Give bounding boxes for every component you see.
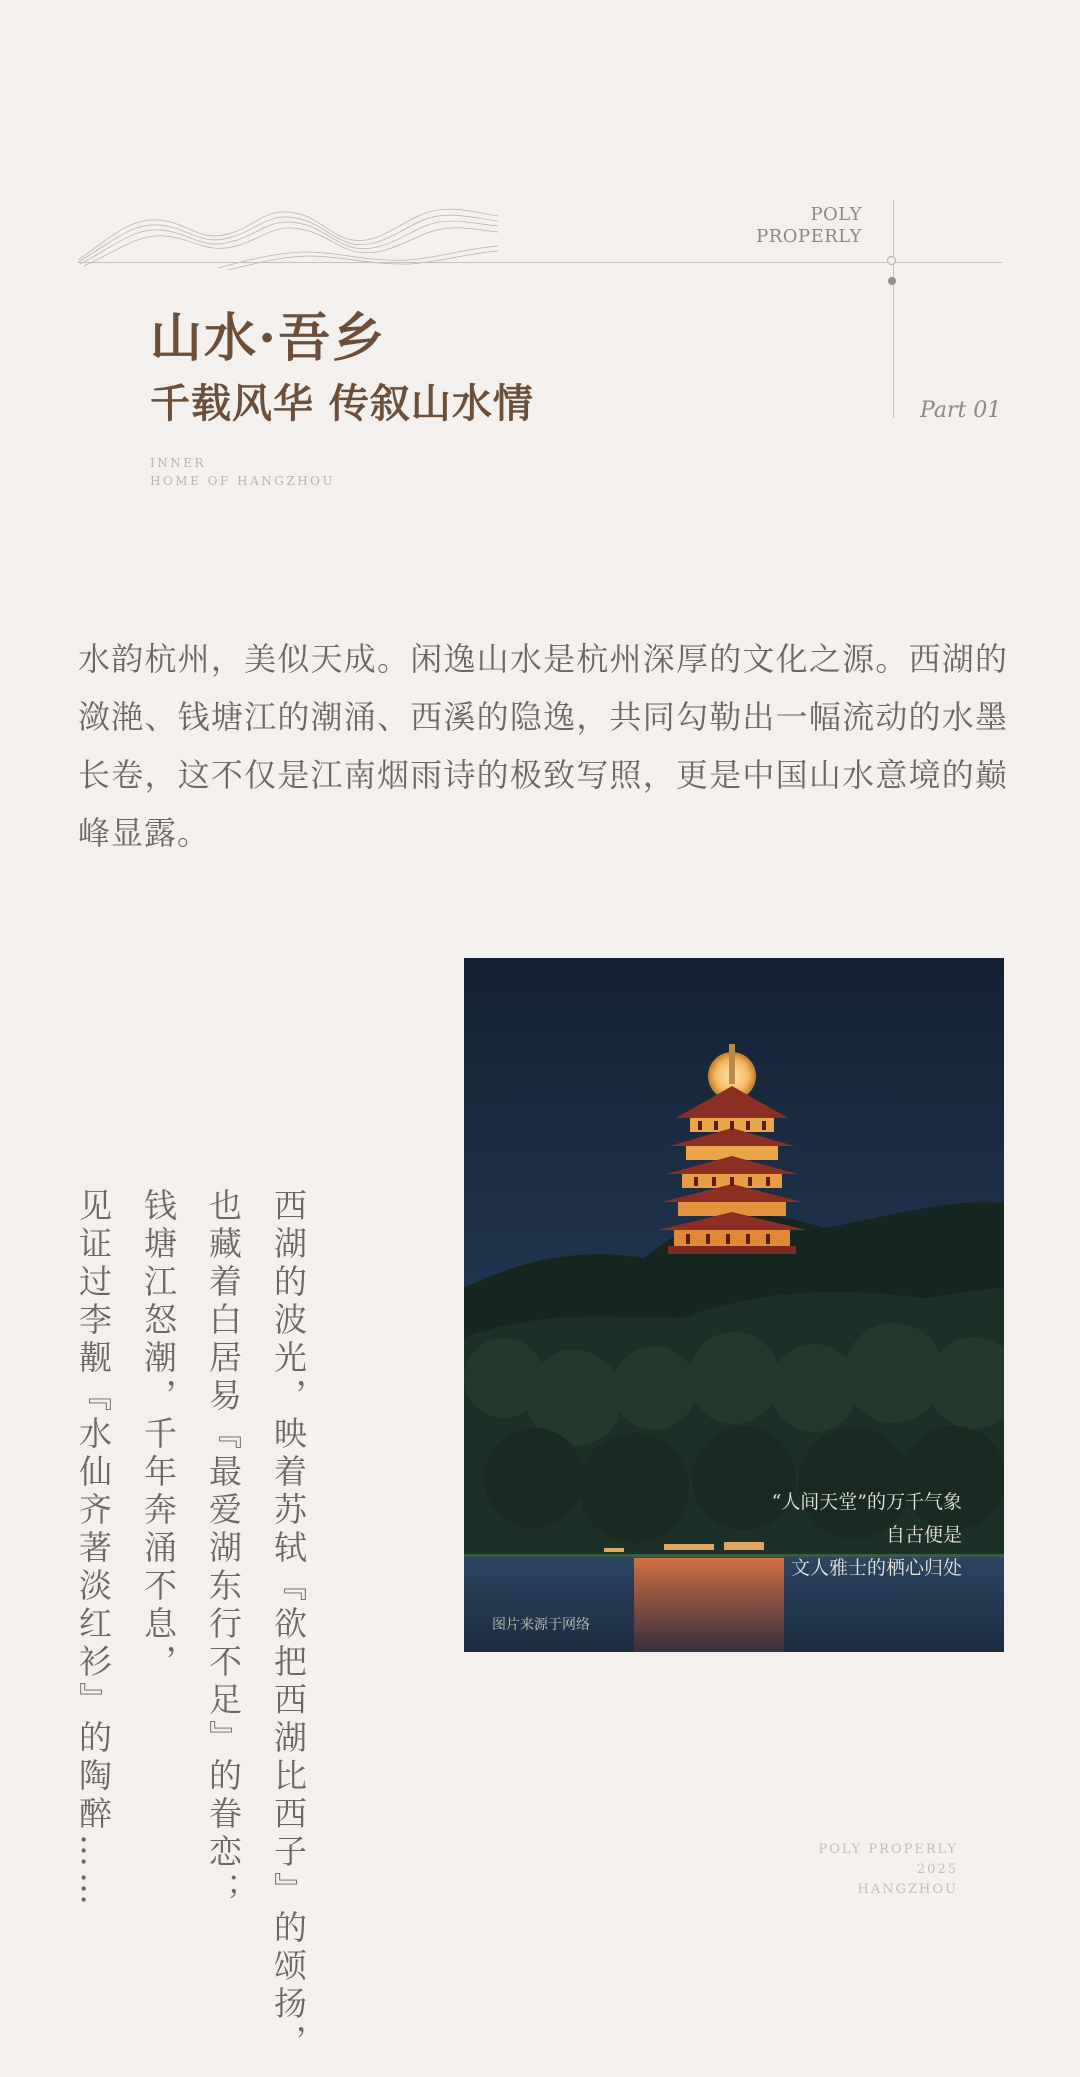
leifeng-pagoda-photo — [464, 958, 1004, 1652]
english-tagline-line-2: HOME OF HANGZHOU — [150, 474, 336, 488]
poem-column-2: 也藏着白居易『最爱湖东行不足』的眷恋； — [204, 1188, 243, 1910]
mountain-line-art — [78, 190, 498, 270]
poem-column-1: 西湖的波光，映着苏轼『欲把西湖比西子』的颂扬， — [269, 1188, 308, 2062]
page-subtitle: 千载风华 传叙山水情 — [150, 380, 534, 427]
brand-line-2: PROPERLY — [756, 226, 862, 247]
english-tagline — [150, 454, 335, 490]
brand-label — [756, 204, 862, 248]
photo-caption-line-2: 自古便是 — [885, 1524, 962, 1546]
hollow-dot-ornament — [887, 256, 896, 265]
brand-line-1: POLY — [810, 204, 862, 225]
footer-line-3: HANGZHOU — [857, 1882, 958, 1897]
footer-line-2: 2025 — [916, 1862, 958, 1877]
poem-column-4: 见证过李觏『水仙齐著淡红衫』的陶醉…… — [74, 1188, 113, 1910]
poem-column-3: 钱塘江怒潮，千年奔涌不息， — [139, 1188, 178, 1682]
vertical-divider — [893, 200, 894, 418]
solid-dot-ornament — [888, 277, 896, 285]
photo-credit: 图片来源于网络 — [492, 1617, 590, 1633]
intro-paragraph: 水韵杭州，美似天成。闲逸山水是杭州深厚的文化之源。西湖的潋滟、钱塘江的潮涌、西溪的隐逸，共同勾勒出一幅流动的水墨长卷，这不仅是江南烟雨诗的极致写照，更是中国山水意境的巅峰显露。 — [78, 640, 1008, 852]
page-title: 山水·吾乡 — [150, 308, 387, 369]
footer-line-1: POLY PROPERLY — [818, 1842, 958, 1857]
english-tagline-line-1: INNER — [150, 456, 207, 470]
photo-caption-line-3: 文人雅士的栖心归处 — [790, 1557, 962, 1579]
photo-caption-line-1: “人间天堂”的万千气象 — [771, 1491, 962, 1513]
footer-tag — [818, 1840, 958, 1900]
part-label: Part 01 — [920, 398, 1002, 423]
header-divider — [78, 262, 1002, 263]
